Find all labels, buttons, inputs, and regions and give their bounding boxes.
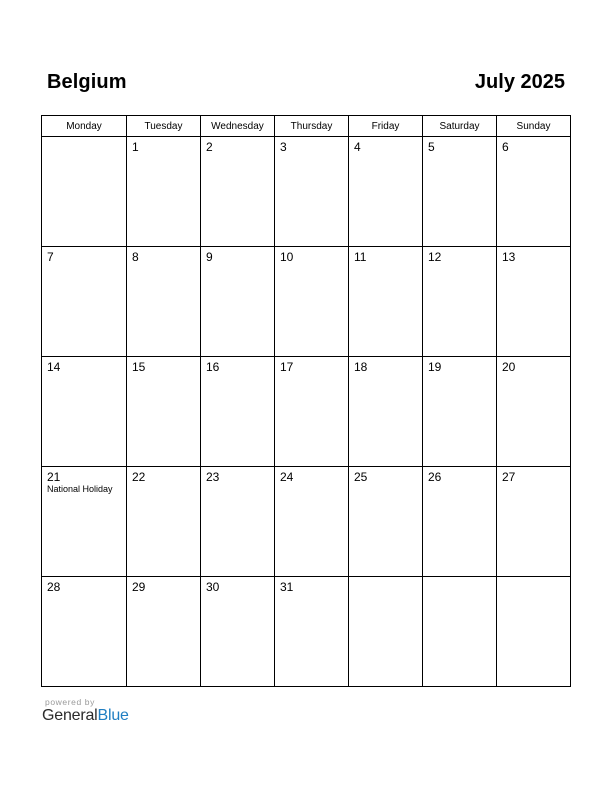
day-cell (201, 467, 275, 577)
day-cell (127, 247, 201, 357)
day-number: 10 (280, 250, 294, 264)
day-number: 2 (206, 140, 213, 154)
day-cell (497, 577, 571, 687)
day-number: 21 (47, 470, 61, 484)
day-number: 6 (502, 140, 509, 154)
brand-logo[interactable] (42, 707, 129, 725)
day-cell (423, 137, 497, 247)
day-number: 17 (280, 360, 294, 374)
weekday-header-row (42, 116, 571, 137)
day-cell (423, 467, 497, 577)
day-number: 25 (354, 470, 368, 484)
day-number: 1 (132, 140, 139, 154)
powered-by-text: powered by (45, 697, 95, 707)
day-cell (497, 137, 571, 247)
day-cell (275, 137, 349, 247)
day-number: 9 (206, 250, 213, 264)
weekday-header: Monday (42, 116, 127, 137)
calendar-month-title: July 2025 (474, 71, 565, 93)
day-number: 11 (354, 250, 367, 264)
day-number: 8 (132, 250, 139, 264)
day-number: 31 (280, 580, 294, 594)
weekday-header: Friday (349, 116, 423, 137)
day-cell (423, 357, 497, 467)
day-cell (349, 467, 423, 577)
day-cell (349, 357, 423, 467)
day-number: 4 (354, 140, 361, 154)
day-cell (423, 577, 497, 687)
day-cell (275, 467, 349, 577)
day-cell (42, 357, 127, 467)
day-cell (201, 577, 275, 687)
day-number: 14 (47, 360, 61, 374)
week-row (42, 577, 571, 687)
day-cell (497, 357, 571, 467)
weekday-header: Sunday (497, 116, 571, 137)
brand-footer (42, 697, 129, 725)
day-number: 27 (502, 470, 516, 484)
day-cell (201, 357, 275, 467)
day-cell (349, 137, 423, 247)
day-number: 29 (132, 580, 146, 594)
day-number: 16 (206, 360, 220, 374)
week-row (42, 467, 571, 577)
day-cell (127, 137, 201, 247)
week-row (42, 247, 571, 357)
day-number: 13 (502, 250, 516, 264)
day-number: 28 (47, 580, 61, 594)
brand-logo-general: General (42, 707, 98, 724)
day-cell (42, 467, 127, 577)
day-number: 15 (132, 360, 146, 374)
day-cell (275, 577, 349, 687)
weekday-header: Wednesday (201, 116, 275, 137)
brand-logo-blue: Blue (97, 707, 129, 724)
day-cell (127, 357, 201, 467)
day-number: 18 (354, 360, 368, 374)
day-cell (349, 577, 423, 687)
holiday-label: National Holiday (47, 484, 113, 494)
week-row (42, 357, 571, 467)
day-cell (497, 467, 571, 577)
day-number: 3 (280, 140, 287, 154)
weekday-header: Saturday (423, 116, 497, 137)
day-number: 7 (47, 250, 54, 264)
week-row (42, 137, 571, 247)
day-number: 22 (132, 470, 146, 484)
day-number: 5 (428, 140, 435, 154)
day-cell (275, 247, 349, 357)
day-cell (42, 577, 127, 687)
day-cell (275, 357, 349, 467)
day-number: 24 (280, 470, 294, 484)
day-number: 19 (428, 360, 442, 374)
day-cell (127, 467, 201, 577)
day-cell (349, 247, 423, 357)
day-cell (127, 577, 201, 687)
day-number: 23 (206, 470, 220, 484)
day-cell (201, 247, 275, 357)
day-number: 12 (428, 250, 442, 264)
day-cell (423, 247, 497, 357)
day-cell (201, 137, 275, 247)
day-number: 30 (206, 580, 220, 594)
day-cell (42, 247, 127, 357)
weekday-header: Tuesday (127, 116, 201, 137)
day-cell (497, 247, 571, 357)
day-number: 26 (428, 470, 442, 484)
day-number: 20 (502, 360, 516, 374)
weekday-header: Thursday (275, 116, 349, 137)
calendar-grid (41, 115, 571, 687)
day-cell (42, 137, 127, 247)
calendar-country-title: Belgium (47, 71, 127, 93)
